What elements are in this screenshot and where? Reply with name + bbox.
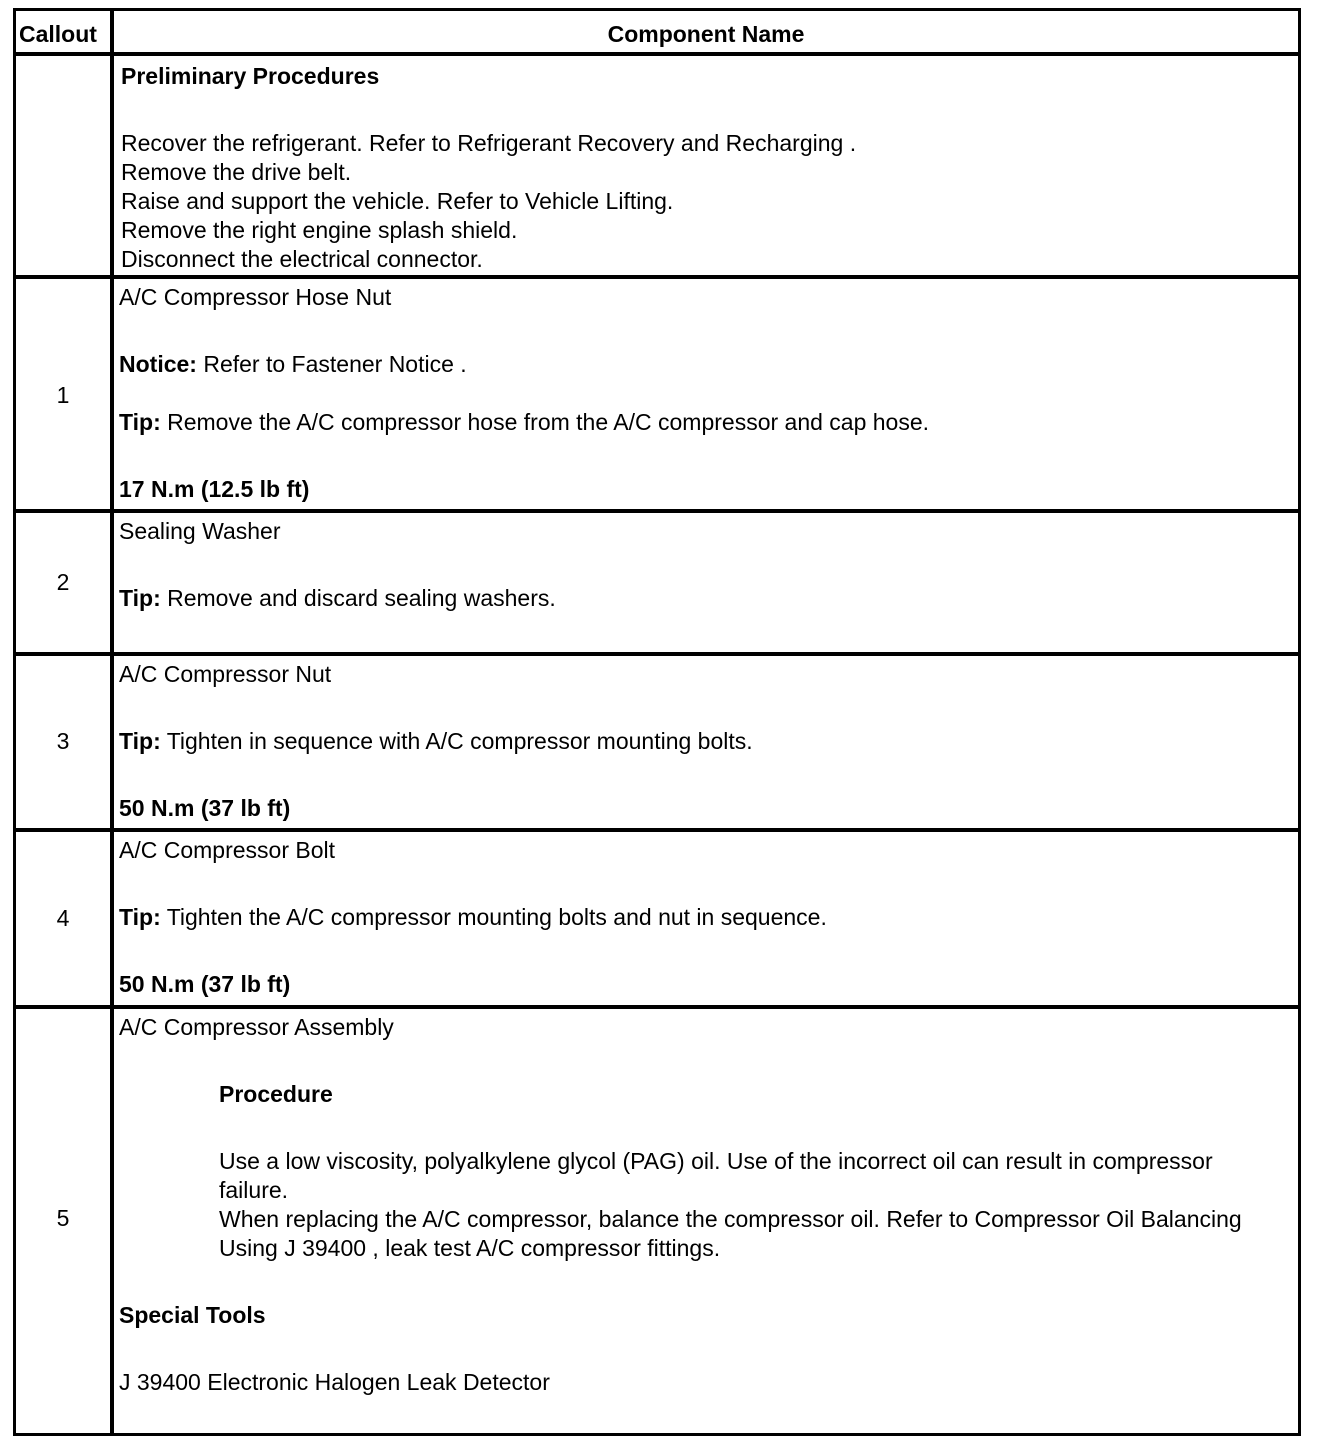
component-name: A/C Compressor Bolt [119, 837, 336, 863]
tip-label: Tip: [119, 585, 161, 611]
callout-number: 5 [56, 1205, 70, 1231]
callout-number: 1 [56, 382, 70, 408]
component-name: A/C Compressor Nut [119, 661, 332, 687]
tip-text [119, 903, 1288, 932]
row-content [119, 1013, 1288, 1397]
callout-number: 2 [56, 569, 70, 595]
table-row [16, 279, 1298, 509]
table-row-preliminary [16, 56, 1298, 275]
tip-body: Remove and discard sealing washers. [160, 585, 556, 611]
torque-spec: 50 N.m (37 lb ft) [119, 795, 291, 821]
procedure-line: When replacing the A/C compressor, balance the compressor oil. Refer to Compressor Oil Balancing [219, 1206, 1242, 1232]
preliminary-content [121, 62, 1288, 274]
preliminary-line: Disconnect the electrical connector. [121, 246, 483, 272]
table-row [16, 1009, 1298, 1433]
tip-label: Tip: [119, 728, 161, 754]
callout-number: 4 [56, 905, 70, 931]
procedure-table [13, 8, 1301, 1436]
tip-body: Tighten the A/C compressor mounting bolts and nut in sequence. [160, 904, 827, 930]
tip-body: Tighten in sequence with A/C compressor mounting bolts. [160, 728, 753, 754]
torque-spec: 17 N.m (12.5 lb ft) [119, 476, 310, 502]
header-component-name: Component Name [607, 21, 805, 47]
table-row [16, 832, 1298, 1005]
tip-body: Remove the A/C compressor hose from the A/C compressor and cap hose. [160, 409, 930, 435]
notice-text [119, 350, 1288, 379]
tip-label: Tip: [119, 409, 161, 435]
component-name: A/C Compressor Assembly [119, 1014, 394, 1040]
preliminary-line: Remove the right engine splash shield. [121, 217, 518, 243]
procedure-title: Procedure [219, 1081, 333, 1107]
notice-body: Refer to Fastener Notice . [196, 351, 467, 377]
row-content [119, 517, 1288, 613]
tip-label: Tip: [119, 904, 161, 930]
table-row [16, 656, 1298, 828]
tip-text [119, 727, 1288, 756]
preliminary-title: Preliminary Procedures [121, 63, 380, 89]
preliminary-line: Raise and support the vehicle. Refer to Vehicle Lifting. [121, 188, 674, 214]
row-content [119, 836, 1288, 999]
procedure-line: Using J 39400 , leak test A/C compressor fittings. [219, 1235, 721, 1261]
procedure-line: Use a low viscosity, polyalkylene glycol (PAG) oil. Use of the incorrect oil can result in compressor failure. [219, 1148, 1213, 1203]
special-tools-title: Special Tools [119, 1302, 266, 1328]
preliminary-line: Remove the drive belt. [121, 159, 352, 185]
tip-text [119, 408, 1288, 437]
preliminary-line: Recover the refrigerant. Refer to Refrigerant Recovery and Recharging . [121, 130, 857, 156]
header-callout: Callout [19, 21, 97, 47]
torque-spec: 50 N.m (37 lb ft) [119, 971, 291, 997]
row-content [119, 660, 1288, 823]
component-name: Sealing Washer [119, 518, 281, 544]
row-content [119, 283, 1288, 504]
tip-text [119, 584, 1288, 613]
special-tool: J 39400 Electronic Halogen Leak Detector [119, 1369, 550, 1395]
callout-number: 3 [56, 728, 70, 754]
notice-label: Notice: [119, 351, 197, 377]
table-row [16, 513, 1298, 652]
component-name: A/C Compressor Hose Nut [119, 284, 392, 310]
